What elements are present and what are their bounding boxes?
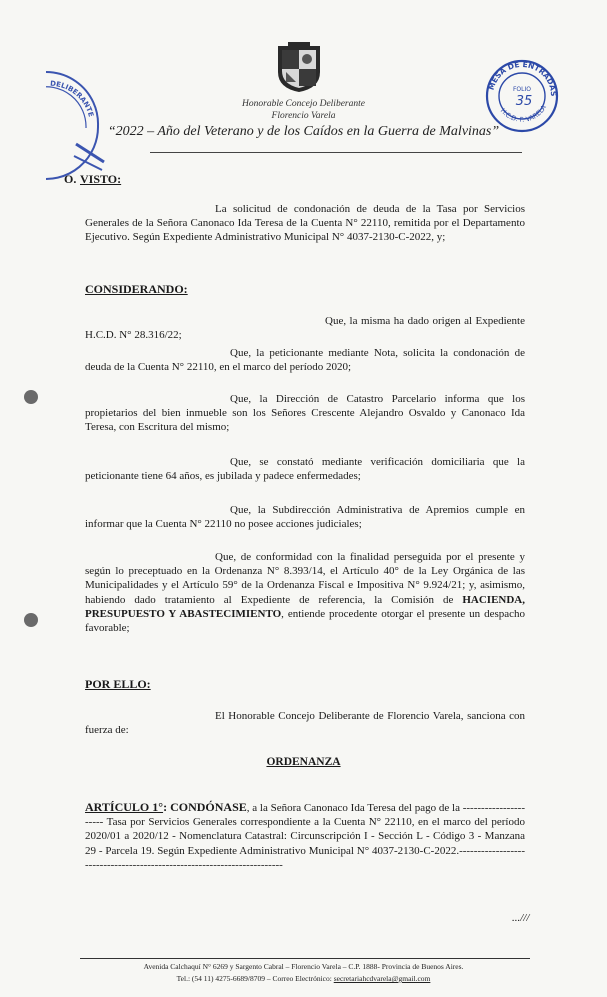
commission-name: HACIENDA, PRESUPUESTO Y ABASTECIMIENTO — [85, 593, 525, 620]
considerando-item: Que, se constató mediante verificación domiciliaria que la peticionante tiene 64 años, es jubilada y padece enfermedades; — [85, 456, 525, 483]
stamp-top-text: MESA DE ENTRADAS — [486, 59, 559, 97]
footer-divider — [80, 958, 530, 959]
stamp-folio-label: FOLIO — [512, 86, 532, 93]
stamp-folio-number: 35 — [515, 94, 533, 109]
articulo-1 — [85, 800, 525, 872]
org-name: Honorable Concejo Deliberante — [242, 99, 365, 109]
left-stamp-text: DELIBERANTE — [49, 79, 95, 118]
considerando-last-text: Que, de conformidad con la finalidad perseguida por el presente y según lo preceptuado en la Ordenanza N° 8.393/14, el Artículo 40° de la Ley Orgánica de las Municipalidades y el Artículo 59° de la Ordenanza Fiscal e Impositiva N° 9.924/21; y, asimismo, habiendo dado tratamiento al Expediente de referencia, la Comisión de — [85, 551, 525, 606]
considerando-item: Que, la peticionante mediante Nota, solicita la condonación de deuda de la Cuenta N° 22110, en el marco del período 2020; — [85, 347, 525, 374]
footer-address: Avenida Calchaquí N° 6269 y Sargento Cabral – Florencio Varela – C.P. 1888- Provincia de Buenos Aires. — [143, 962, 464, 971]
header-divider — [150, 152, 522, 153]
visto-marker: O. — [64, 172, 77, 186]
footer-email-link[interactable]: secretariahcdvarela@gmail.com — [333, 974, 431, 983]
municipal-crest-logo — [276, 42, 322, 94]
continuation-mark: .../// — [512, 912, 530, 924]
footer-contact — [0, 974, 607, 983]
mesa-entradas-stamp — [484, 58, 560, 134]
stamp-bottom-text: H.C.D. F. VARELA — [498, 103, 548, 124]
org-city: Florencio Varela — [271, 111, 336, 121]
articulo-colon: : — [163, 800, 171, 814]
considerando-item-last — [85, 550, 525, 635]
por-ello-heading: POR ELLO: — [85, 677, 151, 691]
considerando-item: Que, la misma ha dado origen al Expediente H.C.D. N° 28.316/22; — [85, 315, 525, 342]
svg-text:DELIBERANTE — [50, 80, 95, 118]
punch-hole — [24, 390, 38, 404]
visto-heading: VISTO: — [80, 172, 122, 186]
year-motto: “2022 – Año del Veterano y de los Caídos en la Guerra de Malvinas” — [107, 124, 500, 139]
footer-phone: Tel.: (54 11) 4275-6689/8709 – Correo Electrónico: — [176, 974, 334, 983]
visto-text: La solicitud de condonación de deuda de la Tasa por Servicios Generales de la Señora Canonaco Ida Teresa de la Cuenta N° 22110, remitida por el Departamento Ejecutivo. Según Expediente Administrativo Municipal N° 4037-2130-C-2022, y; — [85, 203, 525, 244]
ordenanza-title: ORDENANZA — [266, 756, 341, 768]
articulo-text: , a la Señora Canonaco Ida Teresa del pago de la ---------------------- Tasa por Servicios Generales correspondiente a la Cuenta N° 22110, en el marco del período 2020/01 a 2020/12 - Nomenclatura Catastral: Circunscripción I - Sección L - Código 3 - Manzana 29 - Parcela 19. Según Expediente Administrativo Municipal N° 4037-2130-C-2022.------------------------------------------------------------------------ — [85, 802, 525, 871]
punch-hole — [24, 613, 38, 627]
considerando-last-end: , entiende procedente otorgar el presente un despacho favorable; — [85, 607, 525, 635]
articulo-label: ARTÍCULO 1° — [85, 800, 164, 814]
hcd-seal-stamp-partial — [46, 66, 116, 186]
considerando-item: Que, la Dirección de Catastro Parcelario informa que los propietarios del bien inmueble son los Señores Crescente Alejandro Osvaldo y Canonaco Ida Teresa, con Escritura del mismo; — [85, 393, 525, 434]
por-ello-text: El Honorable Concejo Deliberante de Florencio Varela, sanciona con fuerza de: — [85, 710, 525, 737]
considerando-heading: CONSIDERANDO: — [85, 282, 188, 296]
articulo-verb: CONDÓNASE — [170, 800, 247, 814]
considerando-item: Que, la Subdirección Administrativa de Apremios cumple en informar que la Cuenta N° 22110 no posee acciones judiciales; — [85, 504, 525, 531]
